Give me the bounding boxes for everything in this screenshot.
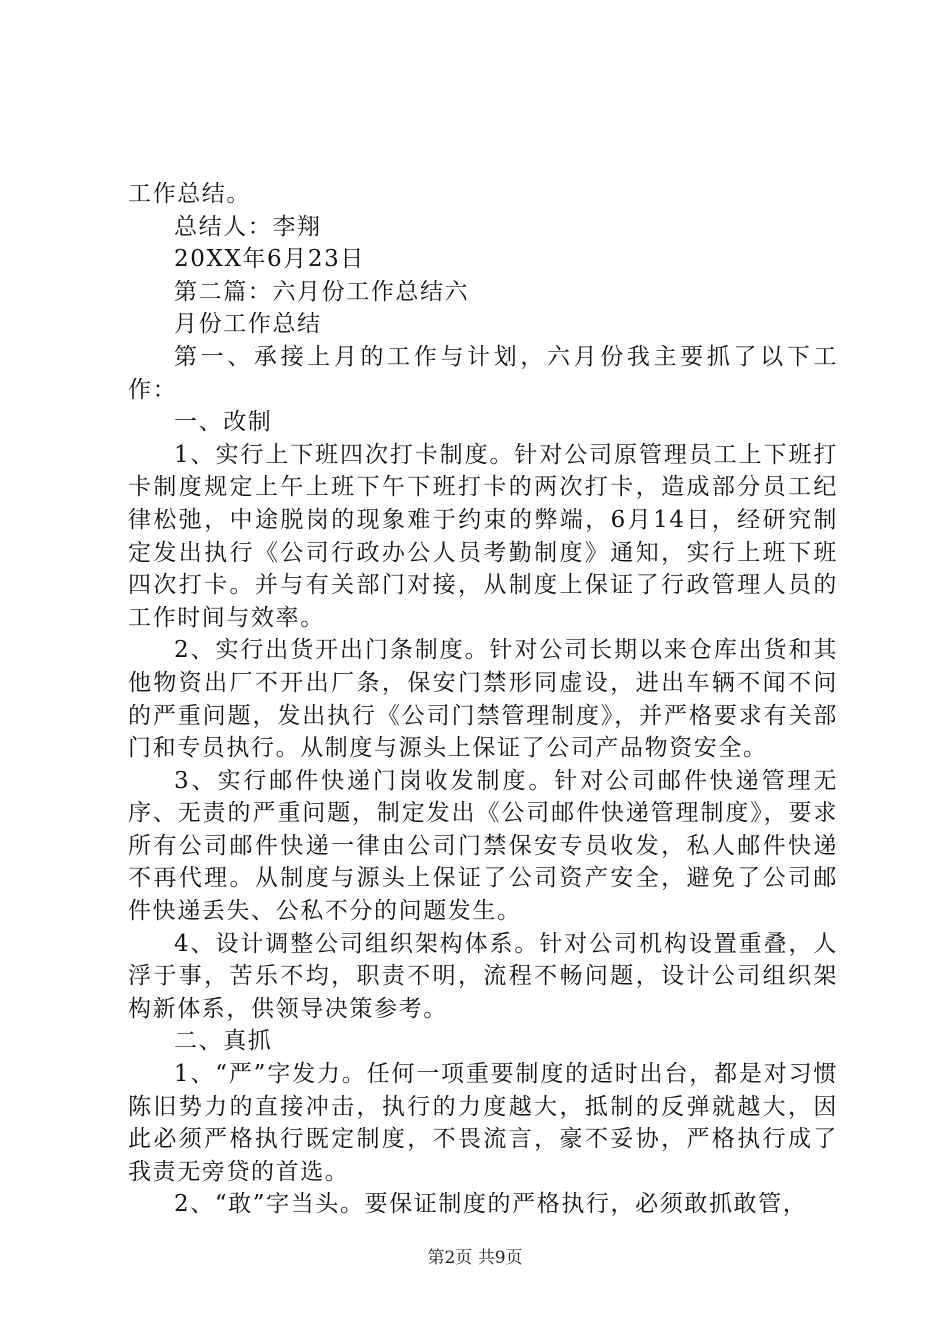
paragraph: 2、“敢”字当头。要保证制度的严格执行，必须敢抓敢管，: [174, 1191, 808, 1218]
paragraph: 工作总结。: [128, 181, 251, 207]
paragraph: 一、改制: [174, 409, 273, 436]
page-number-footer: 第2页 共9页: [427, 1248, 523, 1268]
paragraph: 4、设计调整公司组织架构体系。针对公司机构设置重叠，人浮于事，苦乐不均，职责不明，流程不畅问题，设计公司组织架构新体系，供领导决策参考。: [128, 930, 838, 1022]
paragraph: 2、实行出货开出门条制度。针对公司长期以来仓库出货和其他物资出厂不开出厂条，保安门禁形同虚设，进出车辆不闻不问的严重问题，发出执行《公司门禁管理制度》，并严格要求有关部门和专员执行。从制度与源头上保证了公司产品物资安全。: [128, 637, 838, 762]
paragraph: 第一、承接上月的工作与计划，六月份我主要抓了以下工作：: [128, 343, 838, 403]
paragraph: 1、实行上下班四次打卡制度。针对公司原管理员工上下班打卡制度规定上午上班下午下班打卡的两次打卡，造成部分员工纪律松弛，中途脱岗的现象难于约束的弊端，6月14日，经研究制定发出执行《公司行政办公人员考勤制度》通知，实行上班下班四次打卡。并与有关部门对接，从制度上保证了行政管理人员的工作时间与效率。: [128, 441, 838, 631]
document-body: [128, 178, 838, 1221]
paragraph: 月份工作总结: [174, 311, 322, 338]
paragraph: 总结人：李翔: [174, 213, 322, 240]
paragraph: 二、真抓: [174, 1028, 273, 1055]
paragraph: 20XX年6月23日: [174, 246, 365, 273]
paragraph: 第二篇：六月份工作总结六: [174, 278, 470, 305]
paragraph: 3、实行邮件快递门岗收发制度。针对公司邮件快递管理无序、无责的严重问题，制定发出《公司邮件快递管理制度》，要求所有公司邮件快递一律由公司门禁保安专员收发，私人邮件快递不再代理。从制度与源头上保证了公司资产安全，避免了公司邮件快递丢失、公私不分的问题发生。: [128, 767, 838, 925]
paragraph: 1、“严”字发力。任何一项重要制度的适时出台，都是对习惯陈旧势力的直接冲击，执行的力度越大，抵制的反弹就越大，因此必须严格执行既定制度，不畏流言，豪不妥协，严格执行成了我责无旁贷的首选。: [128, 1061, 838, 1185]
